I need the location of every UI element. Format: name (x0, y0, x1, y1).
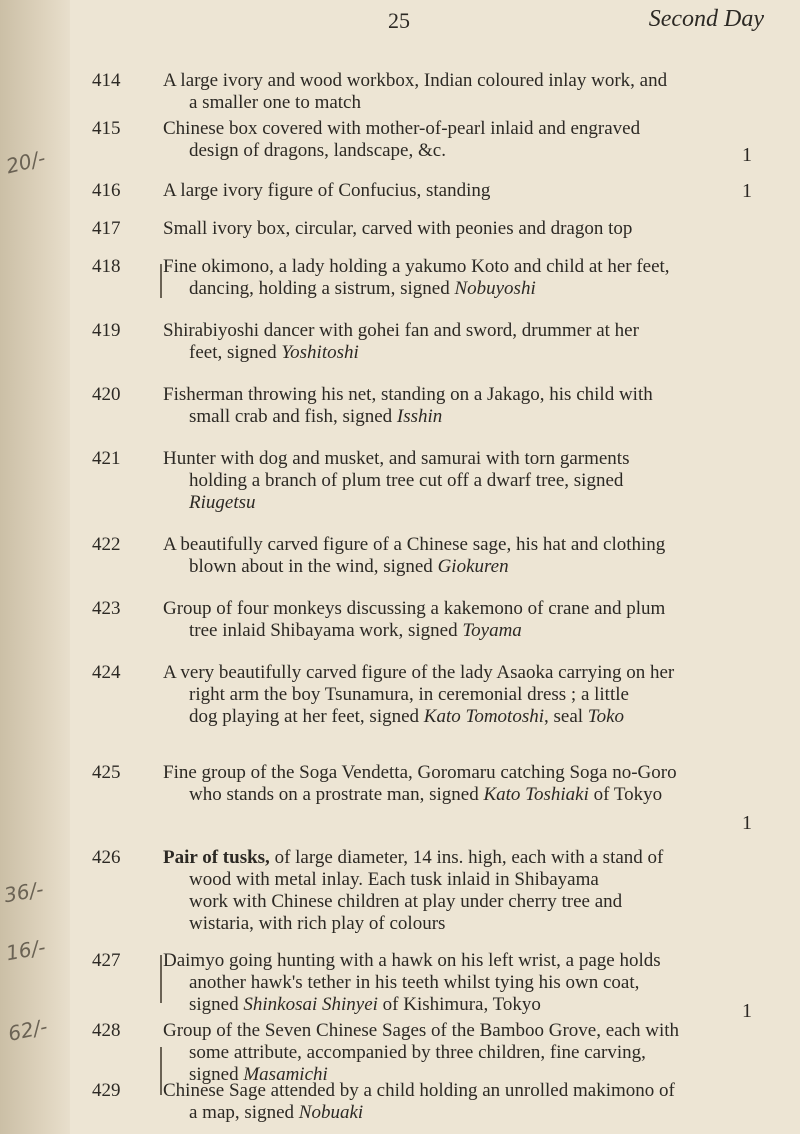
signature: Isshin (396, 406, 443, 427)
lot-line: Chinese box covered with mother-of-pearl inlaid and engraved (163, 118, 641, 139)
lot-entry (92, 256, 772, 300)
lot-line: small crab and fish, signed Isshin (189, 406, 443, 427)
lot-number: 416 (92, 180, 121, 201)
lot-entry (92, 1020, 772, 1086)
lot-entry (92, 847, 772, 935)
lot-entry (92, 762, 772, 834)
lot-line: Chinese Sage attended by a child holding an unrolled makimono of (163, 1080, 675, 1101)
lot-entry (92, 534, 772, 578)
lot-line: who stands on a prostrate man, signed Kato Toshiaki of Tokyo (189, 784, 663, 805)
lot-number: 420 (92, 384, 121, 405)
lot-line: signed Shinkosai Shinyei of Kishimura, Tokyo (189, 994, 541, 1015)
lot-line: Fisherman throwing his net, standing on a Jakago, his child with (163, 384, 653, 405)
signature: Masamichi (243, 1064, 328, 1085)
lot-line: right arm the boy Tsunamura, in ceremonial dress ; a little (189, 684, 629, 705)
lot-line: design of dragons, landscape, &c. (189, 140, 446, 161)
lot-line: A large ivory figure of Confucius, standing (163, 180, 491, 201)
lot-line: some attribute, accompanied by three children, fine carving, (189, 1042, 646, 1063)
lot-number: 429 (92, 1080, 121, 1101)
lot-entry (92, 70, 772, 114)
lot-number: 428 (92, 1020, 121, 1041)
lot-number: 424 (92, 662, 121, 683)
section-title: Second Day (648, 6, 764, 32)
lot-entry (92, 180, 772, 202)
seal: Toko (587, 706, 625, 727)
lot-quantity: 1 (742, 1000, 752, 1022)
pencil-note-427: 36/- (2, 876, 46, 908)
lot-line: Shirabiyoshi dancer with gohei fan and sword, drummer at her (163, 320, 639, 341)
signature: Kato Tomotoshi (423, 706, 544, 727)
lot-line: Group of four monkeys discussing a kakemono of crane and plum (163, 598, 666, 619)
lot-line: holding a branch of plum tree cut off a dwarf tree, signed (189, 470, 624, 491)
signature: Giokuren (437, 556, 509, 577)
lot-line: dog playing at her feet, signed Kato Tomotoshi, seal Toko (189, 706, 625, 727)
lot-line: Group of the Seven Chinese Sages of the Bamboo Grove, each with (163, 1020, 680, 1041)
lot-line: Small ivory box, circular, carved with peonies and dragon top (163, 218, 633, 239)
signature: Kato Toshiaki (483, 784, 589, 805)
signature: Riugetsu (189, 492, 256, 513)
lot-number: 418 (92, 256, 121, 277)
lot-number: 417 (92, 218, 121, 239)
lot-entry (92, 448, 772, 514)
lot-line: Daimyo going hunting with a hawk on his left wrist, a page holds (163, 950, 661, 971)
lot-lead: Pair of tusks, (163, 847, 270, 868)
lot-quantity: 1 (742, 812, 752, 834)
lot-line: Fine okimono, a lady holding a yakumo Koto and child at her feet, (163, 256, 670, 277)
lot-entry (92, 950, 772, 1022)
lot-line: wood with metal inlay. Each tusk inlaid in Shibayama (189, 869, 599, 890)
lot-quantity: 1 (742, 180, 752, 202)
lot-line: a map, signed Nobuaki (189, 1102, 364, 1123)
lot-line: feet, signed Yoshitoshi (189, 342, 359, 363)
pencil-note-415: 20/- (3, 145, 48, 179)
lot-entry (92, 1080, 772, 1124)
lot-entry (92, 662, 772, 728)
lot-entry (92, 320, 772, 364)
lot-number: 426 (92, 847, 121, 868)
signature: Shinkosai Shinyei (243, 994, 378, 1015)
lot-number: 419 (92, 320, 121, 341)
lot-number: 421 (92, 448, 121, 469)
lot-entry (92, 384, 772, 428)
lot-line: A beautifully carved figure of a Chinese sage, his hat and clothing (163, 534, 666, 555)
lot-quantity: 1 (742, 144, 752, 166)
pencil-note-bottom: 62/- (5, 1014, 50, 1046)
signature: Nobuaki (298, 1102, 364, 1123)
lot-number: 414 (92, 70, 121, 91)
lot-number: 427 (92, 950, 121, 971)
lot-entry (92, 598, 772, 642)
lot-line: work with Chinese children at play under cherry tree and (189, 891, 623, 912)
page-number: 25 (388, 8, 410, 33)
lot-line: signed Masamichi (189, 1064, 328, 1085)
lot-number: 422 (92, 534, 121, 555)
lot-line: A large ivory and wood workbox, Indian coloured inlay work, and (163, 70, 668, 91)
lot-entry (92, 218, 772, 240)
lot-line: Pair of tusks, of large diameter, 14 ins. high, each with a stand of (163, 847, 664, 868)
lot-line: dancing, holding a sistrum, signed Nobuyoshi (189, 278, 536, 299)
lot-line: another hawk's tether in his teeth whilst tying his own coat, (189, 972, 640, 993)
lot-line: wistaria, with rich play of colours (189, 913, 446, 934)
lot-line: A very beautifully carved figure of the lady Asaoka carrying on her (163, 662, 675, 683)
lot-line: Hunter with dog and musket, and samurai with torn garments (163, 448, 630, 469)
signature: Nobuyoshi (454, 278, 536, 299)
lot-entry (92, 118, 772, 166)
pencil-note-428: 16/- (4, 934, 48, 966)
lot-line: tree inlaid Shibayama work, signed Toyama (189, 620, 522, 641)
signature: Yoshitoshi (281, 342, 359, 363)
lot-line: a smaller one to match (189, 92, 361, 113)
signature: Toyama (462, 620, 522, 641)
lot-number: 415 (92, 118, 121, 139)
lot-number: 425 (92, 762, 121, 783)
lot-line: blown about in the wind, signed Giokuren (189, 556, 509, 577)
lot-line: Fine group of the Soga Vendetta, Goromaru catching Soga no-Goro (163, 762, 677, 783)
lot-number: 423 (92, 598, 121, 619)
